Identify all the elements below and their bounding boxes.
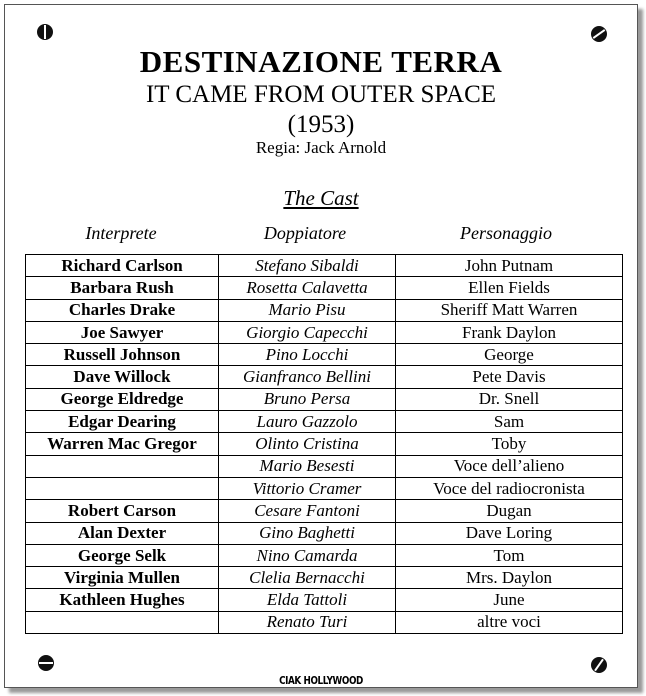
film-title: DESTINAZIONE TERRA (139, 44, 503, 79)
dubber-cell: Pino Locchi (219, 344, 396, 366)
actor-cell (26, 477, 219, 499)
dubber-cell: Lauro Gazzolo (219, 411, 396, 433)
role-cell: June (396, 589, 623, 611)
original-title: IT CAME FROM OUTER SPACE (145, 81, 497, 108)
dubber-cell: Olinto Cristina (219, 433, 396, 455)
dubber-cell: Elda Tattoli (219, 589, 396, 611)
dubber-cell: Vittorio Cramer (219, 477, 396, 499)
role-cell: Voce del radiocronista (396, 477, 623, 499)
role-cell: Sam (396, 411, 623, 433)
table-row (26, 433, 623, 455)
role-cell: Dave Loring (396, 522, 623, 544)
screw-icon (591, 26, 607, 42)
actor-cell: Charles Drake (26, 299, 219, 321)
table-row (26, 589, 623, 611)
actor-cell (26, 611, 219, 633)
dubber-cell: Giorgio Capecchi (219, 321, 396, 343)
table-row (26, 299, 623, 321)
dubber-cell: Gianfranco Bellini (219, 366, 396, 388)
role-cell: altre voci (396, 611, 623, 633)
role-cell: Ellen Fields (396, 277, 623, 299)
table-row (26, 366, 623, 388)
ciak-hollywood-logo: CIAK HOLLYWOOD (279, 674, 363, 687)
table-row (26, 411, 623, 433)
cast-table-body (26, 255, 623, 634)
dubber-cell: Bruno Persa (219, 388, 396, 410)
cast-table (25, 254, 623, 634)
table-row (26, 388, 623, 410)
actor-cell: Warren Mac Gregor (26, 433, 219, 455)
actor-cell: Virginia Mullen (26, 567, 219, 589)
dubber-cell: Nino Camarda (219, 544, 396, 566)
actor-cell: Robert Carson (26, 500, 219, 522)
actor-cell: Barbara Rush (26, 277, 219, 299)
table-row (26, 611, 623, 633)
table-row (26, 544, 623, 566)
table-row (26, 477, 623, 499)
dubber-cell: Gino Baghetti (219, 522, 396, 544)
table-row (26, 277, 623, 299)
table-row (26, 567, 623, 589)
column-header-actor: Interprete (85, 223, 157, 243)
table-row (26, 522, 623, 544)
table-row (26, 321, 623, 343)
dubber-cell: Cesare Fantoni (219, 500, 396, 522)
cast-plaque (4, 4, 638, 688)
role-cell: Dr. Snell (396, 388, 623, 410)
cast-heading (5, 186, 637, 210)
dubber-cell: Mario Besesti (219, 455, 396, 477)
role-cell: Sheriff Matt Warren (396, 299, 623, 321)
table-row (26, 455, 623, 477)
dubber-cell: Stefano Sibaldi (219, 255, 396, 277)
table-row (26, 344, 623, 366)
actor-cell: Russell Johnson (26, 344, 219, 366)
screw-icon (37, 24, 53, 40)
release-year: (1953) (287, 111, 355, 138)
actor-cell (26, 455, 219, 477)
role-cell: Mrs. Daylon (396, 567, 623, 589)
role-cell: Dugan (396, 500, 623, 522)
column-header-role: Personaggio (460, 223, 552, 243)
role-cell: John Putnam (396, 255, 623, 277)
actor-cell: George Eldredge (26, 388, 219, 410)
screw-icon (591, 657, 607, 673)
actor-cell: Edgar Dearing (26, 411, 219, 433)
role-cell: George (396, 344, 623, 366)
role-cell: Pete Davis (396, 366, 623, 388)
dubber-cell: Rosetta Calavetta (219, 277, 396, 299)
actor-cell: Richard Carlson (26, 255, 219, 277)
table-row (26, 255, 623, 277)
dubber-cell: Clelia Bernacchi (219, 567, 396, 589)
actor-cell: George Selk (26, 544, 219, 566)
role-cell: Frank Daylon (396, 321, 623, 343)
role-cell: Voce dell’alieno (396, 455, 623, 477)
actor-cell: Joe Sawyer (26, 321, 219, 343)
dubber-cell: Renato Turi (219, 611, 396, 633)
actor-cell: Kathleen Hughes (26, 589, 219, 611)
role-cell: Toby (396, 433, 623, 455)
column-header-dubber: Doppiatore (263, 223, 347, 243)
role-cell: Tom (396, 544, 623, 566)
actor-cell: Alan Dexter (26, 522, 219, 544)
dubber-cell: Mario Pisu (219, 299, 396, 321)
screw-icon (38, 655, 54, 671)
director-credit: Regia: Jack Arnold (255, 138, 387, 157)
actor-cell: Dave Willock (26, 366, 219, 388)
table-row (26, 500, 623, 522)
cast-heading-text: The Cast (283, 186, 359, 210)
